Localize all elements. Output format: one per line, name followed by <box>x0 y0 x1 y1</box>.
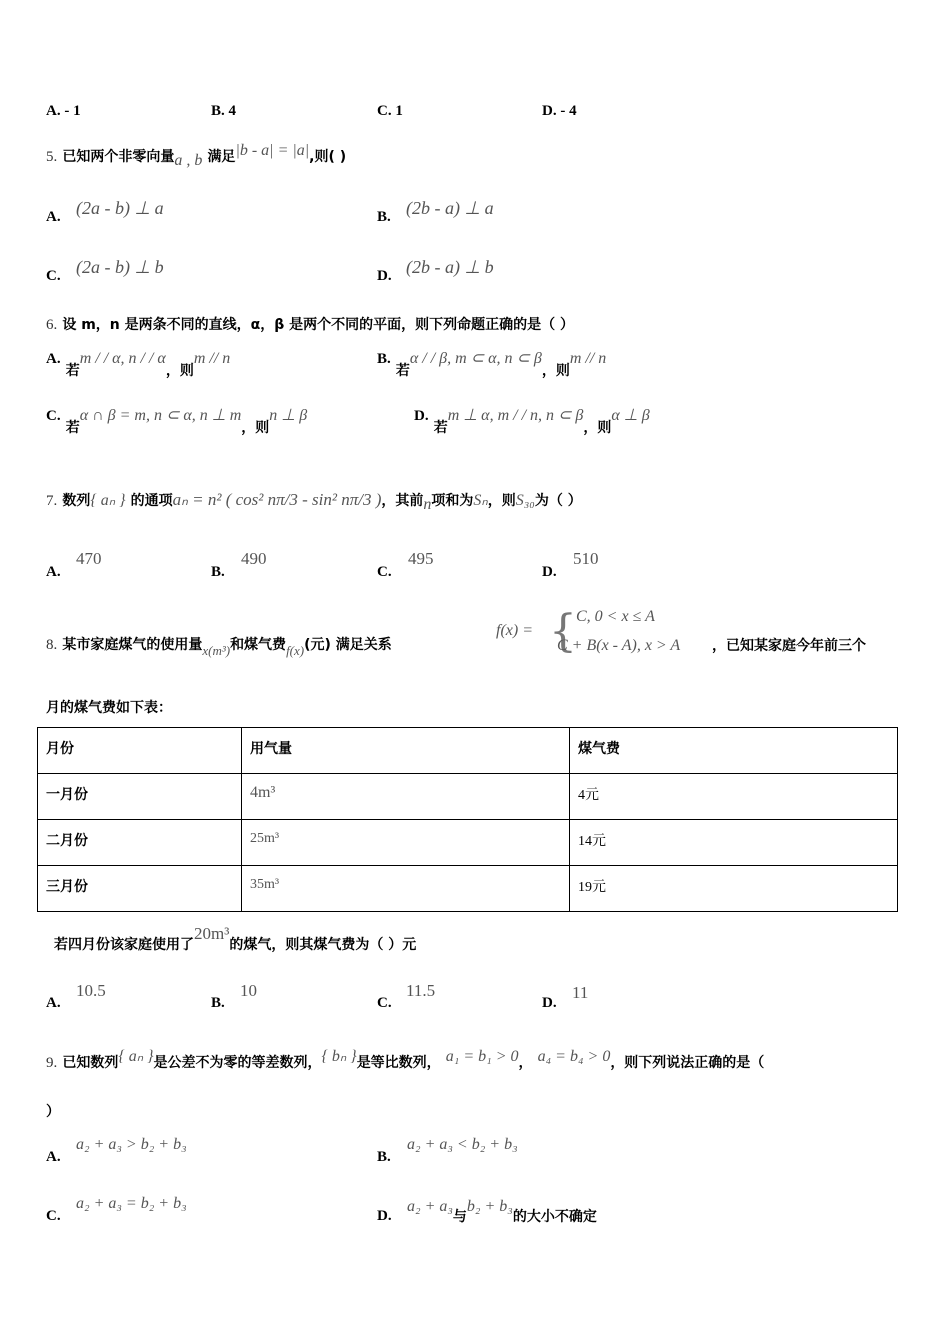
q8-math: x(m³) <box>202 643 231 658</box>
q8-text: ，已知某家庭今年前三个 <box>712 638 866 654</box>
q7-text: 的通项 <box>130 493 173 509</box>
option-math: α ⊥ β <box>611 407 650 424</box>
q9-text: ，则下列说法正确的是（ <box>610 1055 765 1071</box>
q8-option-a-label: A. <box>46 995 61 1011</box>
table-cell: 14元 <box>578 834 606 849</box>
q5-text: 满足 <box>207 149 236 165</box>
q6-option-c <box>46 405 308 436</box>
q5-option-b-math: (2b - a) ⊥ a <box>406 198 494 218</box>
q7-formula: aₙ = n² ( cos² nπ/3 - sin² nπ/3 ) <box>172 490 382 509</box>
q9-option-d-label: D. <box>377 1208 392 1224</box>
q8-option-a-value: 10.5 <box>76 981 106 1000</box>
q7-option-b-label: B. <box>211 564 225 580</box>
q9-text: ， <box>518 1055 533 1071</box>
table-row <box>38 774 898 820</box>
table-cell: 35m³ <box>250 877 280 892</box>
q7-option-c-value: 495 <box>408 549 434 568</box>
option-label: B. <box>377 351 391 367</box>
q5-text: ,则( ) <box>309 149 347 165</box>
q5-math: |b - a| = |a| <box>235 142 310 159</box>
q8-math: 20m³ <box>194 924 230 943</box>
table-cell: 4m³ <box>250 784 276 801</box>
q9-math: { bₙ } <box>321 1048 357 1065</box>
q6-option-d <box>414 405 650 436</box>
q7-text: 项和为 <box>431 493 474 509</box>
q6-stem <box>46 314 574 334</box>
q8-text: 和煤气费 <box>230 637 287 653</box>
q9-option-b-math: a₂ + a₃ < b₂ + b₃ <box>407 1136 518 1153</box>
q5-option-a-math: (2a - b) ⊥ a <box>76 198 164 218</box>
option-text: ，则 <box>541 363 570 379</box>
q4-option-a: A. - 1 <box>46 103 81 119</box>
option-math: b₂ + b₃ <box>466 1198 513 1215</box>
q8-text: 若四月份该家庭使用了 <box>54 937 194 953</box>
q9-text: 已知数列 <box>62 1055 119 1071</box>
q7-math: Sₙ <box>473 492 488 509</box>
option-math: m // n <box>193 350 231 367</box>
option-math: m // n <box>569 350 607 367</box>
table-header: 用气量 <box>242 728 570 774</box>
gas-fee-table <box>37 727 898 912</box>
table-cell: 一月份 <box>38 774 242 820</box>
q4-option-d: D. - 4 <box>542 103 577 119</box>
option-math: m / / α, n / / α <box>79 350 166 367</box>
q7-math: { aₙ } <box>90 492 126 509</box>
option-label: D. <box>414 408 429 424</box>
q5-option-c-math: (2a - b) ⊥ b <box>76 257 164 277</box>
q8-piecewise-case1: C, 0 < x ≤ A <box>576 608 655 625</box>
q8-text: 某市家庭煤气的使用量 <box>62 637 203 653</box>
table-header-row <box>38 728 898 774</box>
q7-option-a-label: A. <box>46 564 61 580</box>
q5-option-b-label: B. <box>377 209 391 225</box>
table-row <box>38 866 898 912</box>
question-number: 9. <box>46 1055 58 1071</box>
q9-text: ） <box>46 1104 60 1120</box>
q9-math: a₁ = b₁ > 0 <box>445 1048 519 1065</box>
table-row <box>38 820 898 866</box>
option-text: ，则 <box>241 420 270 436</box>
q5-text: 已知两个非零向量 <box>62 149 175 165</box>
table-cell: 4元 <box>578 788 599 803</box>
q8-option-c-label: C. <box>377 995 392 1011</box>
table-header: 月份 <box>38 728 242 774</box>
q9-option-b-label: B. <box>377 1149 391 1165</box>
q8-option-b-label: B. <box>211 995 225 1011</box>
q9-math: a₄ = b₄ > 0 <box>537 1048 611 1065</box>
q9-text: 是公差不为零的等差数列， <box>153 1055 322 1071</box>
q8-text: 月的煤气费如下表： <box>46 700 172 716</box>
q5-option-a-label: A. <box>46 209 61 225</box>
option-math: n ⊥ β <box>269 407 308 424</box>
q9-text: 是等比数列， <box>356 1055 441 1071</box>
q8-question <box>54 924 417 954</box>
brace-icon: { <box>549 606 577 657</box>
option-text: 若 <box>65 363 80 379</box>
q7-math: n <box>423 496 432 513</box>
q8-text: 的煤气，则其煤气费为（ ）元 <box>229 937 417 953</box>
table-cell: 二月份 <box>38 820 242 866</box>
q7-text: 为（ ） <box>534 493 582 509</box>
q6-option-b <box>377 348 607 379</box>
q9-option-c-math: a₂ + a₃ = b₂ + b₃ <box>76 1195 187 1212</box>
q9-option-c-label: C. <box>46 1208 61 1224</box>
q9-option-a-label: A. <box>46 1149 61 1165</box>
q8-piecewise-lhs: f(x) = <box>496 622 533 639</box>
q9-option-a-math: a₂ + a₃ > b₂ + b₃ <box>76 1136 187 1153</box>
option-text: 与 <box>452 1209 467 1225</box>
q5-option-d-label: D. <box>377 268 392 284</box>
option-text: ，则 <box>583 420 612 436</box>
q7-text: 数列 <box>62 493 91 509</box>
q9-math: { aₙ } <box>118 1048 154 1065</box>
option-math: α ∩ β = m, n ⊂ α, n ⊥ m <box>79 407 242 424</box>
option-math: m ⊥ α, m / / n, n ⊂ β <box>447 407 584 424</box>
q5-option-d-math: (2b - a) ⊥ b <box>406 257 494 277</box>
q8-option-c-value: 11.5 <box>406 981 436 1000</box>
q8-stem <box>46 634 392 658</box>
option-math: α / / β, m ⊂ α, n ⊂ β <box>409 350 542 367</box>
q6-option-a <box>46 348 231 379</box>
q7-option-b-value: 490 <box>241 549 267 568</box>
option-label: A. <box>46 351 61 367</box>
table-cell: 25m³ <box>250 831 280 846</box>
q4-option-c: C. 1 <box>377 103 403 119</box>
q7-option-c-label: C. <box>377 564 392 580</box>
table-cell: 三月份 <box>38 866 242 912</box>
question-number: 7. <box>46 493 58 509</box>
q8-option-d-value: 11 <box>572 983 589 1002</box>
option-math: a₂ + a₃ <box>407 1198 453 1215</box>
q9-stem <box>46 1048 765 1072</box>
option-text: 若 <box>433 420 448 436</box>
q5-stem <box>46 142 347 169</box>
q8-option-d-label: D. <box>542 995 557 1011</box>
q7-text: ，其前 <box>381 493 424 509</box>
question-number: 8. <box>46 637 58 653</box>
q8-option-b-value: 10 <box>240 981 257 1000</box>
option-label: C. <box>46 408 61 424</box>
q7-stem <box>46 490 582 513</box>
q8-piecewise-case2: C + B(x - A), x > A <box>557 637 681 654</box>
q5-option-c-label: C. <box>46 268 61 284</box>
q4-option-b: B. 4 <box>211 103 237 119</box>
q7-option-d-label: D. <box>542 564 557 580</box>
option-text: 的大小不确定 <box>512 1209 597 1225</box>
question-number: 5. <box>46 149 58 165</box>
option-text: 若 <box>65 420 80 436</box>
table-header: 煤气费 <box>570 728 898 774</box>
question-number: 6. <box>46 317 58 333</box>
q7-option-a-value: 470 <box>76 549 102 568</box>
q7-option-d-value: 510 <box>573 549 599 568</box>
option-text: 若 <box>395 363 410 379</box>
q5-math: a , b <box>174 152 203 169</box>
q9-option-d <box>407 1196 597 1225</box>
q7-text: ，则 <box>487 493 516 509</box>
q8-text: (元) 满足关系 <box>304 637 392 653</box>
q7-math: S₃₀ <box>515 492 535 509</box>
q8-math: f(x) <box>286 643 305 658</box>
table-cell: 19元 <box>578 880 606 895</box>
q6-text: 设 m，n 是两条不同的直线，α，β 是两个不同的平面，则下列命题正确的是（ ） <box>62 317 575 333</box>
option-text: ，则 <box>165 363 194 379</box>
